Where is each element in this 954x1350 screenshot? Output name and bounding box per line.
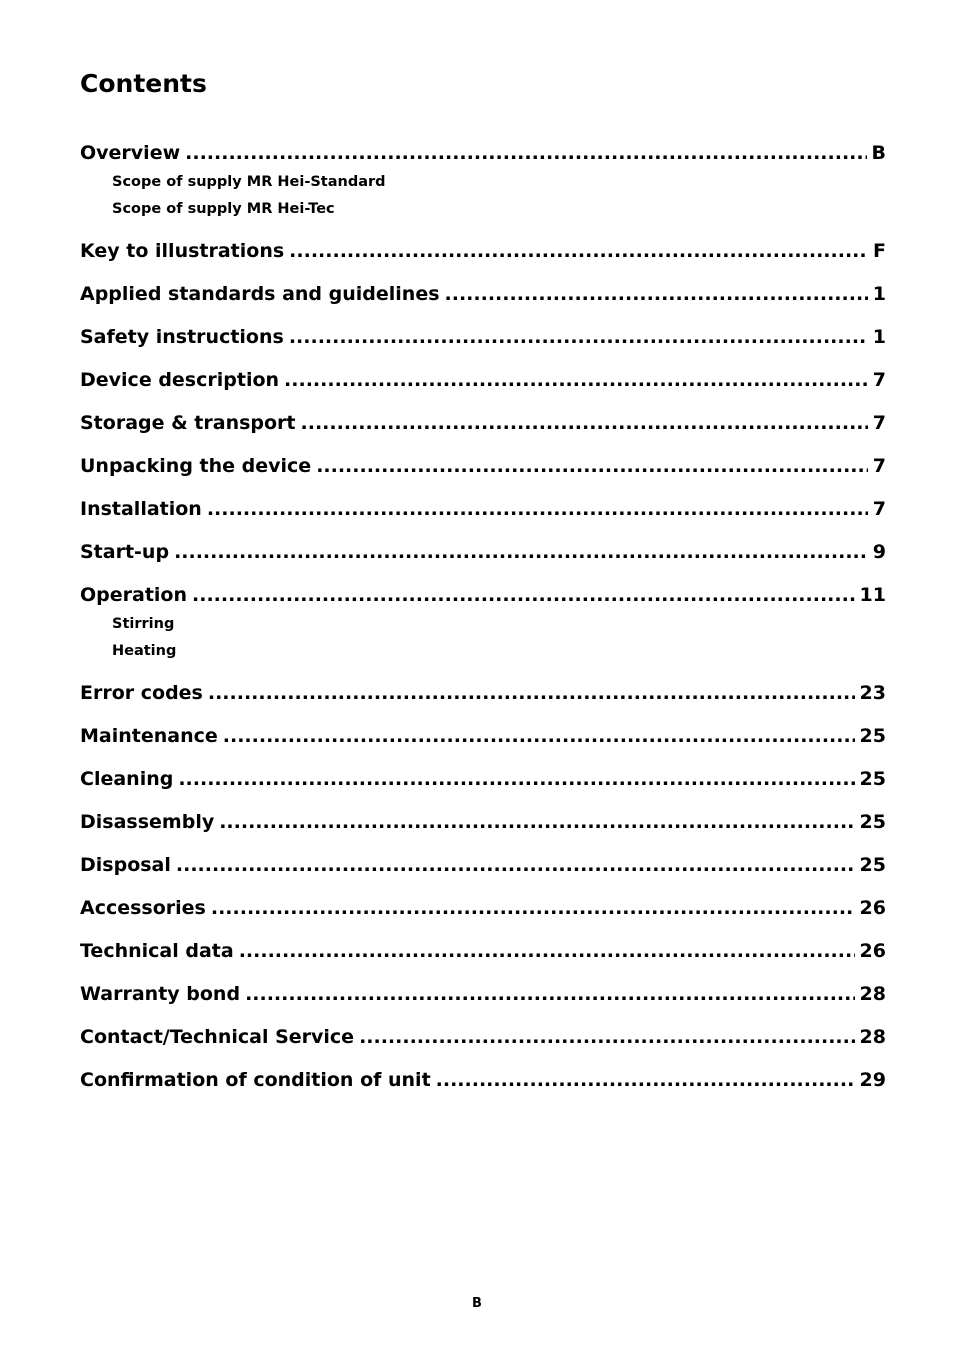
toc-entry[interactable] [80,238,886,264]
toc-entry-page-number: 25 [859,811,886,833]
toc-entry-row[interactable] [80,809,886,835]
toc-entry-row[interactable] [80,367,886,393]
toc-entry-page-number: 9 [872,541,886,563]
toc-entry[interactable] [80,582,886,665]
toc-entry-row[interactable] [80,852,886,878]
toc-dot-leader [223,723,855,749]
toc-entry[interactable] [80,453,886,479]
toc-entry[interactable] [80,1024,886,1050]
toc-entry-page-number: F [873,240,886,262]
toc-subentry[interactable]: Heating [112,643,177,659]
toc-entry[interactable] [80,938,886,964]
toc-entry-title: Maintenance [80,725,218,747]
toc-entry[interactable] [80,539,886,565]
toc-entry[interactable] [80,895,886,921]
toc-entry[interactable] [80,140,886,223]
toc-entry-row[interactable] [80,453,886,479]
toc-entry-title: Disposal [80,854,171,876]
toc-subentry[interactable]: Scope of supply MR Hei-Standard [112,174,386,190]
toc-entry[interactable] [80,766,886,792]
table-of-contents [80,140,886,1110]
page-title: Contents [80,69,207,98]
toc-entry-page-number: 7 [872,412,886,434]
toc-dot-leader [192,582,855,608]
toc-entry-title: Cleaning [80,768,174,790]
toc-entry-row[interactable] [80,766,886,792]
toc-entry-page-number: 28 [859,1026,886,1048]
toc-dot-leader [208,680,855,706]
toc-entry-title: Error codes [80,682,203,704]
toc-dot-leader [245,981,854,1007]
toc-dot-leader [316,453,868,479]
toc-entry-row[interactable] [80,582,886,608]
toc-entry-title: Confirmation of condition of unit [80,1069,431,1091]
toc-entry-page-number: 11 [859,584,886,606]
toc-entry[interactable] [80,324,886,350]
toc-entry-page-number: 25 [859,725,886,747]
toc-entry-row[interactable] [80,539,886,565]
toc-entry-page-number: 7 [872,369,886,391]
toc-entry-page-number: 7 [872,498,886,520]
toc-entry-page-number: 26 [859,940,886,962]
toc-dot-leader [289,238,868,264]
toc-entry-page-number: 1 [872,326,886,348]
toc-entry-row[interactable] [80,496,886,522]
toc-subentry-list [80,169,886,223]
toc-entry-row[interactable] [80,938,886,964]
toc-dot-leader [207,496,868,522]
toc-entry[interactable] [80,809,886,835]
toc-entry[interactable] [80,680,886,706]
toc-entry-title: Unpacking the device [80,455,312,477]
toc-entry-page-number: 26 [859,897,886,919]
toc-dot-leader [178,766,854,792]
toc-dot-leader [176,852,855,878]
toc-entry-title: Overview [80,142,181,164]
toc-dot-leader [239,938,855,964]
toc-dot-leader [445,281,868,307]
toc-entry-title: Warranty bond [80,983,241,1005]
toc-dot-leader [211,895,855,921]
toc-dot-leader [359,1024,854,1050]
toc-entry-title: Storage & transport [80,412,296,434]
toc-dot-leader [185,140,866,166]
toc-subentry[interactable]: Stirring [112,616,175,632]
toc-entry[interactable] [80,367,886,393]
toc-entry-page-number: 28 [859,983,886,1005]
page-number: B [472,1296,482,1311]
toc-entry-page-number: 7 [872,455,886,477]
toc-entry[interactable] [80,1067,886,1093]
toc-entry[interactable] [80,981,886,1007]
toc-entry-title: Device description [80,369,280,391]
toc-entry[interactable] [80,852,886,878]
toc-entry-title: Disassembly [80,811,215,833]
toc-entry-title: Installation [80,498,202,520]
toc-entry-title: Key to illustrations [80,240,285,262]
toc-entry-row[interactable] [80,324,886,350]
toc-entry-title: Operation [80,584,188,606]
toc-entry-title: Safety instructions [80,326,284,348]
toc-entry-title: Accessories [80,897,206,919]
toc-entry-page-number: 25 [859,768,886,790]
toc-dot-leader [284,367,868,393]
toc-dot-leader [436,1067,855,1093]
toc-dot-leader [174,539,868,565]
toc-entry-row[interactable] [80,281,886,307]
toc-entry-page-number: 23 [859,682,886,704]
toc-entry-title: Contact/Technical Service [80,1026,355,1048]
toc-entry-title: Applied standards and guidelines [80,283,440,305]
toc-dot-leader [219,809,854,835]
toc-entry-title: Technical data [80,940,234,962]
toc-entry[interactable] [80,723,886,749]
toc-entry-title: Start-up [80,541,170,563]
toc-entry-page-number: 1 [872,283,886,305]
toc-entry[interactable] [80,410,886,436]
toc-entry-row[interactable] [80,895,886,921]
toc-entry-page-number: B [871,142,886,164]
toc-entry-row[interactable] [80,723,886,749]
toc-entry-row[interactable] [80,680,886,706]
toc-entry-row[interactable] [80,1024,886,1050]
toc-dot-leader [289,324,868,350]
toc-entry-row[interactable] [80,981,886,1007]
toc-entry-row[interactable] [80,410,886,436]
toc-dot-leader [301,410,868,436]
toc-subentry-list [80,611,886,665]
toc-entry[interactable] [80,281,886,307]
toc-entry-row[interactable] [80,1067,886,1093]
toc-subentry[interactable]: Scope of supply MR Hei-Tec [112,201,335,217]
toc-entry-row[interactable] [80,140,886,166]
toc-entry-page-number: 29 [859,1069,886,1091]
toc-entry-row[interactable] [80,238,886,264]
toc-entry[interactable] [80,496,886,522]
toc-entry-page-number: 25 [859,854,886,876]
